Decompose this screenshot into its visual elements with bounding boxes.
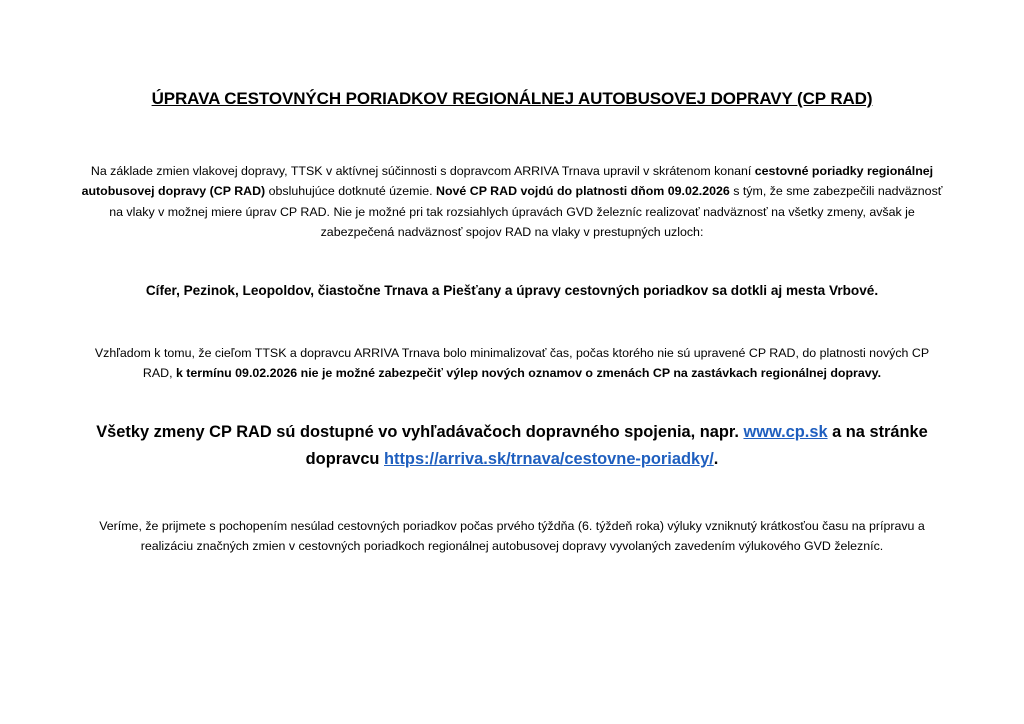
notice-text: Vzhľadom k tomu, že cieľom TTSK a dopravcu ARRIVA Trnava bolo minimalizovať čas, počas ktorého nie sú upravené CP RAD, do platnosti nových CP RAD, [94, 346, 930, 381]
intro-bold-2: Nové CP RAD vojdú do platnosti dňom 09.02.2026 [436, 184, 730, 199]
intro-text-2: obsluhujúce dotknuté územie. [265, 184, 436, 199]
page-title: ÚPRAVA CESTOVNÝCH PORIADKOV REGIONÁLNEJ AUTOBUSOVEJ DOPRAVY (CP RAD) [151, 89, 873, 108]
availability-text-1: Všetky zmeny CP RAD sú dostupné vo vyhľadávačoch dopravného spojenia, napr. [96, 423, 744, 441]
notice-paragraph [80, 343, 944, 384]
closing-paragraph: Veríme, že prijmete s pochopením nesúlad cestovných poriadkov počas prvého týždňa (6. týždeň roka) výluky vzniknutý krátkosťou času na prípravu a realizáciu značných zmien v cestovných poriadkoch regionálnej autobusovej dopravy vyvolaných zavedením výlukového GVD železníc. [99, 519, 925, 554]
intro-text-1: Na základe zmien vlakovej dopravy, TTSK v aktívnej súčinnosti s dopravcom ARRIVA Trnava upravil v skrátenom konaní [90, 164, 755, 178]
arriva-timetables-link[interactable]: https://arriva.sk/trnava/cestovne-poriadky/ [384, 450, 714, 468]
availability-paragraph [60, 419, 964, 473]
intro-paragraph [80, 161, 944, 242]
transfer-nodes-paragraph: Cífer, Pezinok, Leopoldov, čiastočne Trnava a Piešťany a úpravy cestovných poriadkov sa dotkli aj mesta Vrbové. [145, 283, 879, 298]
notice-bold: k termínu 09.02.2026 nie je možné zabezpečiť výlep nových oznamov o zmenách CP na zastávkach regionálnej dopravy. [175, 366, 882, 381]
availability-text-3: . [713, 450, 719, 468]
availability-text-2: a na stránke dopravcu [305, 423, 928, 468]
intro-text-3: s tým, že sme zabezpečili nadväznosť na vlaky v možnej miere úprav CP RAD. Nie je možné pri tak rozsiahlych úpravách GVD železníc realizovať nadväznosť na všetky zmeny, avšak je zabezpečená nadväznosť spojov RAD na vlaky v prestupných uzloch: [109, 184, 943, 239]
intro-bold-1: cestovné poriadky regionálnej autobusovej dopravy (CP RAD) [81, 164, 934, 199]
cp-sk-link[interactable]: www.cp.sk [743, 423, 828, 441]
